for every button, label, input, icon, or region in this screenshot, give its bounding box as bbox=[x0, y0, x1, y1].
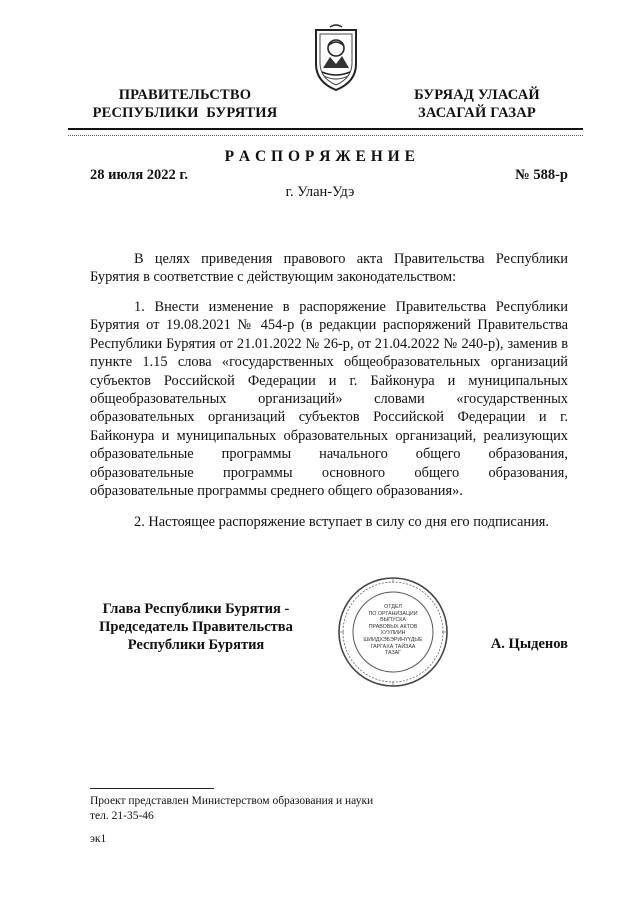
document-title: Р А С П О Р Я Ж Е Н И Е bbox=[224, 148, 416, 165]
footer-phone: тел. 21-35-46 bbox=[90, 809, 154, 822]
footer-divider bbox=[90, 788, 214, 789]
stamp-line-8: ТАЗАГ bbox=[384, 650, 402, 657]
signatory-position-line-1: Глава Республики Бурятия - bbox=[102, 601, 290, 617]
footer-code: эк1 bbox=[90, 833, 107, 845]
official-seal-stamp bbox=[337, 576, 449, 688]
footer-note bbox=[90, 794, 510, 823]
stamp-line-7: ГАРГАХА ТАЙЗАА bbox=[370, 643, 416, 650]
header-divider-solid bbox=[68, 128, 583, 130]
signatory-position-line-3: Республики Бурятия bbox=[127, 637, 265, 653]
signatory-name: А. Цыденов bbox=[490, 636, 568, 652]
stamp-line-3: ВЫПУСКА bbox=[380, 617, 406, 624]
stamp-line-2: ПО ОРГАНИЗАЦИИ bbox=[368, 610, 418, 617]
stamp-line-1: ОТДЕЛ bbox=[384, 604, 402, 610]
header-right-line-1: БУРЯАД УЛАСАЙ bbox=[414, 87, 540, 103]
stamp-line-5: ХУУЛИИН bbox=[380, 630, 406, 637]
footer-presented-by: Проект представлен Министерством образования и науки bbox=[90, 795, 374, 807]
intro-paragraph: В целях приведения правового акта Правительства Республики Бурятия в соответствие с действующим законодательством: bbox=[90, 251, 568, 286]
item-2-paragraph: 2. Настоящее распоряжение вступает в силу со дня его подписания. bbox=[134, 514, 549, 530]
document-city: г. Улан-Удэ bbox=[285, 184, 355, 200]
header-right-line-2: ЗАСАГАЙ ГАЗАР bbox=[418, 105, 536, 121]
coat-of-arms-emblem bbox=[310, 24, 362, 92]
header-left-line-1: ПРАВИТЕЛЬСТВО bbox=[118, 87, 252, 103]
header-left-line-2: РЕСПУБЛИКИ БУРЯТИЯ bbox=[92, 105, 278, 121]
header-right bbox=[372, 86, 582, 122]
stamp-line-4: ПРАВОВЫХ АКТОВ bbox=[368, 623, 418, 630]
document-date: 28 июля 2022 г. bbox=[90, 167, 189, 183]
stamp-line-6: ШИИДХЭБЭРИНҮҮДЫЕ bbox=[363, 636, 423, 643]
header-divider-dotted bbox=[68, 135, 583, 136]
signatory-position bbox=[86, 600, 306, 654]
signatory-position-line-2: Председатель Правительства bbox=[99, 619, 293, 635]
document-number: № 588-р bbox=[515, 167, 568, 183]
item-1-paragraph: 1. Внести изменение в распоряжение Правительства Республики Бурятия от 19.08.2021 № 454-р (в редакции распоряжений Правительства Республики Бурятия от 21.01.2022 № 26-р, от 21.04.2022 № 240-р), заменив в пункте 1.15 слова «государственных общеобразовательных организаций субъектов Российской Федерации и г. Байконура и муниципальных общеобразовательных организаций» словами «государственных образовательных организаций субъектов Российской Федерации и г. Байконура и муниципальных образовательных организаций, реализующих образовательные программы начального общего образования, образовательные программы основного общего образования, образовательные программы среднего общего образования». bbox=[90, 299, 568, 500]
header-left bbox=[70, 86, 300, 122]
